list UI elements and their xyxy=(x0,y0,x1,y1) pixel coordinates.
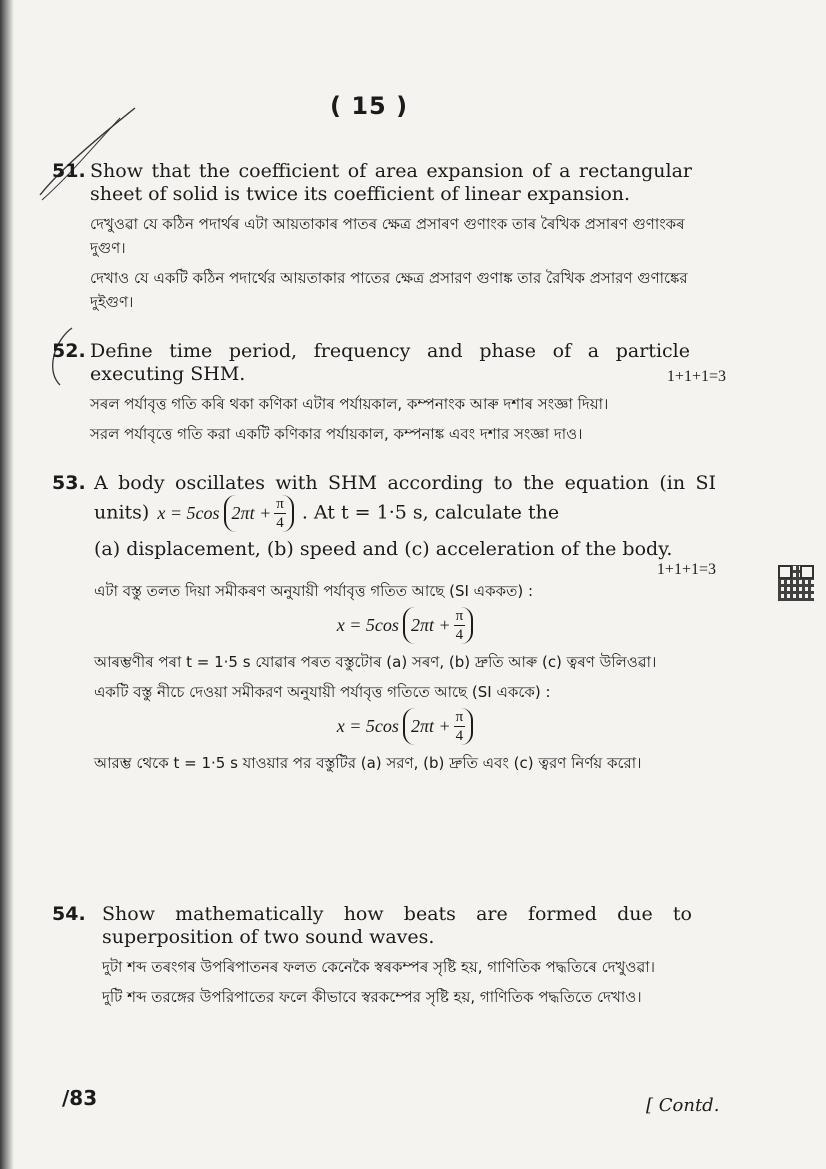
paper-code: /83 xyxy=(62,1086,98,1110)
eq-num: π xyxy=(455,608,464,624)
question-assamese: সৰল পৰ্যাবৃত্ত গতি কৰি থকা কণিকা এটাৰ পৰ্যায়কাল, কম্পনাংক আৰু দশাৰ সংজ্ঞা দিয়া। xyxy=(90,395,609,413)
question-number: 54. xyxy=(52,903,86,925)
page-edge-shadow xyxy=(0,0,14,1169)
eq-lhs: x = 5cos xyxy=(336,615,399,635)
equation-inline xyxy=(157,495,293,532)
eq-fraction xyxy=(454,607,466,644)
question-number: 52. xyxy=(52,340,86,362)
eq-paren xyxy=(403,708,473,745)
eq-paren xyxy=(224,495,294,532)
question-text-b: . At t = 1·5 s, calculate the xyxy=(301,501,560,524)
question-english: Define time period, frequency and phase of a particle executing SHM. xyxy=(90,340,690,385)
question-number: 51. xyxy=(52,160,86,182)
eq-inner: 2πt + xyxy=(410,716,451,736)
eq-num: π xyxy=(276,496,284,512)
question-english xyxy=(94,472,716,532)
qr-code-icon xyxy=(778,565,814,601)
eq-lhs: x = 5cos xyxy=(157,503,220,523)
eq-fraction xyxy=(454,708,466,745)
eq-den: 4 xyxy=(276,515,284,531)
eq-num: π xyxy=(455,709,464,725)
marks: 1+1+1=3 xyxy=(656,561,716,578)
continued-label: [ Contd. xyxy=(646,1095,720,1116)
question-bengali-a: একটি বস্তু নীচে দেওয়া সমীকরণ অনুযায়ী পর্যাবৃত্ত গতিতে আছে (SI এককে) : xyxy=(94,683,551,701)
equation-display xyxy=(94,708,716,745)
question-assamese-a: এটা বস্তু তলত দিয়া সমীকৰণ অনুযায়ী পৰ্যাবৃত্ত গতিত আছে (SI এককত) : xyxy=(94,582,534,600)
page-number: ( 15 ) xyxy=(330,92,409,120)
question-bengali-b: আরম্ভ থেকে t = 1·5 s যাওয়ার পর বস্তুটির (a) সরণ, (b) দ্রুতি এবং (c) ত্বরণ নির্ণয় করো। xyxy=(94,754,642,772)
question-bengali: সরল পর্যাবৃত্তে গতি করা একটি কণিকার পর্যায়কাল, কম্পনাঙ্ক এবং দশার সংজ্ঞা দাও। xyxy=(90,425,583,443)
equation-display xyxy=(94,607,716,644)
question-number: 53. xyxy=(52,472,86,494)
question-bengali: দুটি শব্দ তরঙ্গের উপরিপাতের ফলে কীভাবে স্বরকম্পের সৃষ্টি হয়, গাণিতিক পদ্ধতিতে দেখাও। xyxy=(102,988,642,1006)
question-bengali: দেখাও যে একটি কঠিন পদার্থের আয়তাকার পাতের ক্ষেত্র প্রসারণ গুণাঙ্ক তার রৈখিক প্রসারণ গুণাঙ্কের দুইগুণ। xyxy=(90,269,688,311)
question-english: Show that the coefficient of area expansion of a rectangular sheet of solid is twice its coefficient of linear expansion. xyxy=(90,160,692,205)
eq-den: 4 xyxy=(455,627,464,643)
question-text-a: A body oscillates with SHM according to the equation (in SI units) xyxy=(94,472,716,524)
eq-lhs: x = 5cos xyxy=(336,716,399,736)
question-51 xyxy=(52,160,692,314)
eq-den: 4 xyxy=(455,728,464,744)
marks: 1+1+1=3 xyxy=(666,368,726,385)
question-52 xyxy=(52,340,726,446)
eq-inner: 2πt + xyxy=(231,503,272,523)
question-54 xyxy=(52,903,692,1009)
question-assamese: দুটা শব্দ তৰংগৰ উপৰিপাতনৰ ফলত কেনেকৈ স্বৰকম্পৰ সৃষ্টি হয়, গাণিতিক পদ্ধতিৰে দেখুওৱা। xyxy=(102,958,655,976)
question-53 xyxy=(52,472,716,775)
question-assamese: দেখুওৱা যে কঠিন পদাৰ্থৰ এটা আয়তাকাৰ পাতৰ ক্ষেত্ৰ প্ৰসাৰণ গুণাংক তাৰ ৰৈখিক প্ৰসাৰণ গুণাংকৰ দুগুণ। xyxy=(90,215,685,257)
eq-paren xyxy=(403,607,473,644)
question-text-c: (a) displacement, (b) speed and (c) acceleration of the body. xyxy=(94,538,673,560)
question-english: Show mathematically how beats are formed due to superposition of two sound waves. xyxy=(102,903,692,948)
eq-fraction xyxy=(274,495,286,532)
question-assamese-b: আৰম্ভণীৰ পৰা t = 1·5 s যোৱাৰ পৰত বস্তুটোৰ (a) সৰণ, (b) দ্ৰুতি আৰু (c) ত্বৰণ উলিওৱা। xyxy=(94,653,657,671)
eq-inner: 2πt + xyxy=(410,615,451,635)
